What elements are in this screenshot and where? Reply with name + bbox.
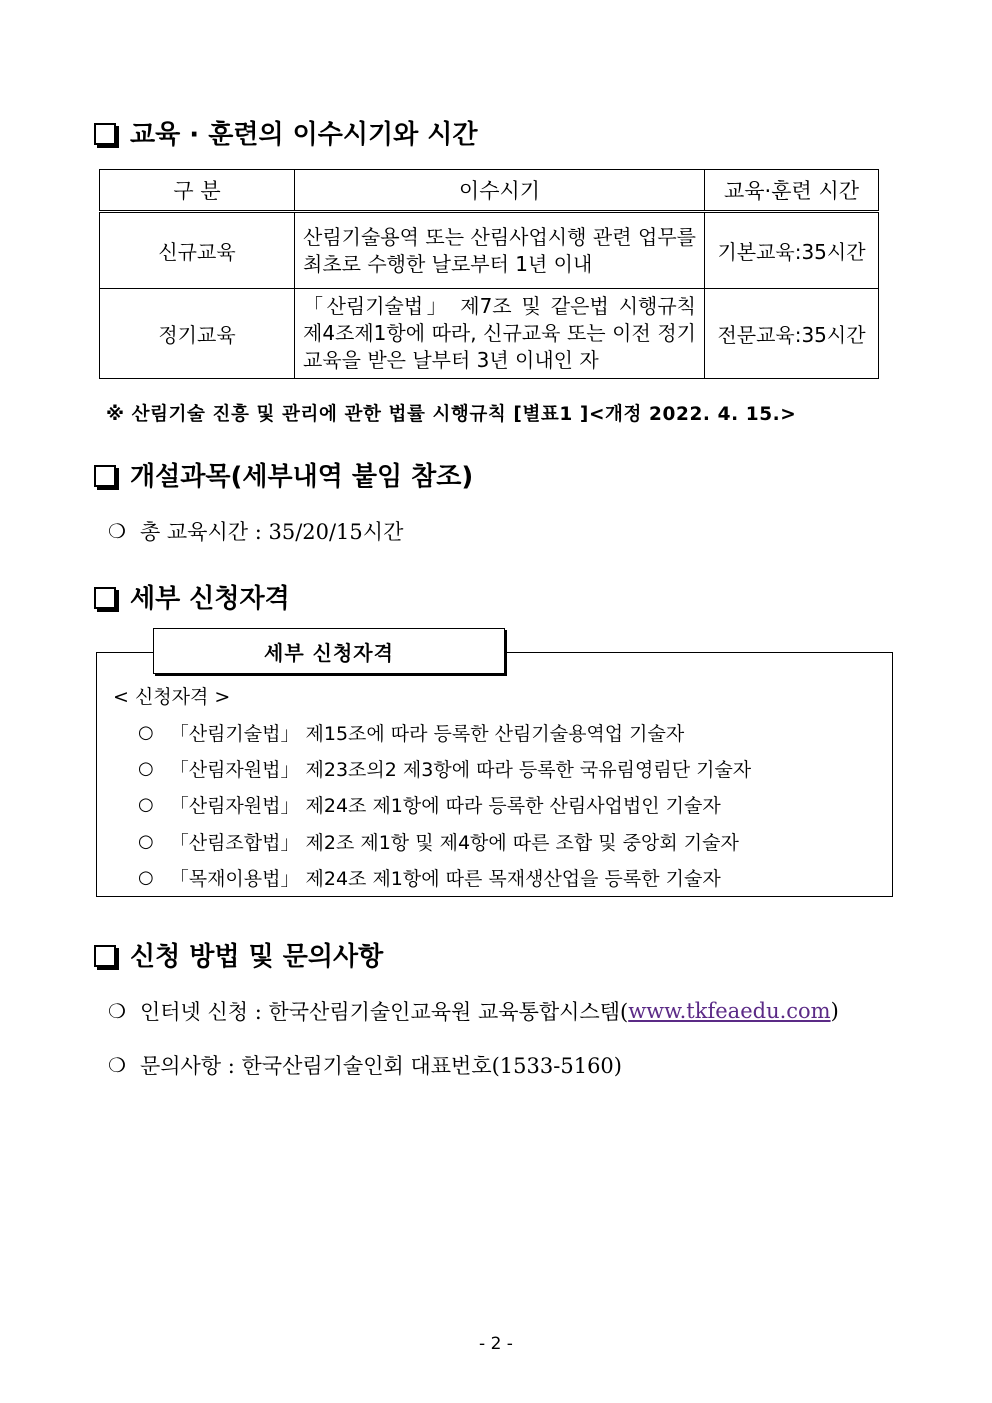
- contact-line: [108, 1050, 622, 1080]
- header-period: 이수시기: [295, 170, 705, 212]
- education-table: [99, 169, 879, 379]
- small-circle-bullet-icon: ○: [138, 794, 154, 815]
- total-hours-text: 총 교육시간 : 35/20/15시간: [139, 520, 404, 544]
- online-apply-suffix: ): [830, 999, 839, 1023]
- table-row: [100, 289, 879, 379]
- qualification-item-text: 「산림자원법」 제23조의2 제3항에 따라 등록한 국유림영림단 기술자: [169, 759, 752, 781]
- cell-hours: 전문교육:35시간: [705, 289, 879, 379]
- checkbox-square-icon: [94, 123, 116, 145]
- list-item: [138, 755, 751, 782]
- checkbox-square-icon: [94, 465, 116, 487]
- checkbox-square-icon: [94, 945, 116, 967]
- qualification-item-text: 「산림기술법」 제15조에 따라 등록한 산림기술용역업 기술자: [169, 723, 685, 745]
- section-title: 신청 방법 및 문의사항: [130, 942, 384, 972]
- header-category: 구 분: [100, 170, 295, 212]
- small-circle-bullet-icon: ○: [138, 758, 154, 779]
- cell-period: 「산림기술법」 제7조 및 같은법 시행규칙 제4조제1항에 따라, 신규교육 또는 이전 정기교육을 받은 날부터 3년 이내인 자: [295, 289, 705, 379]
- table-row: [100, 212, 879, 289]
- education-system-link[interactable]: www.tkfeaedu.com: [628, 999, 831, 1023]
- table-header-row: [100, 170, 879, 212]
- small-circle-bullet-icon: ○: [138, 722, 154, 743]
- contact-text: 문의사항 : 한국산림기술인회 대표번호(1533-5160): [139, 1054, 622, 1078]
- online-apply-prefix: 인터넷 신청 : 한국산림기술인교육원 교육통합시스템(: [139, 1000, 629, 1024]
- section-heading-apply: [94, 936, 383, 973]
- cell-category: 정기교육: [100, 289, 295, 379]
- section-heading-courses: [94, 456, 473, 493]
- list-item: [138, 864, 721, 891]
- section-title: 세부 신청자격: [130, 584, 290, 614]
- small-circle-bullet-icon: ○: [138, 831, 154, 852]
- checkbox-square-icon: [94, 587, 116, 609]
- circle-bullet-icon: ❍: [108, 1053, 126, 1077]
- small-circle-bullet-icon: ○: [138, 867, 154, 888]
- section-title: 개설과목(세부내역 붙임 참조): [130, 462, 474, 492]
- list-item: [138, 791, 721, 818]
- section-heading-qualification: [94, 578, 290, 615]
- cell-hours: 기본교육:35시간: [705, 212, 879, 289]
- list-item: [138, 828, 739, 855]
- header-hours: 교육·훈련 시간: [705, 170, 879, 212]
- qualification-item-text: 「산림자원법」 제24조 제1항에 따라 등록한 산림사업법인 기술자: [169, 795, 721, 817]
- circle-bullet-icon: ❍: [108, 519, 126, 543]
- qualification-label: < 신청자격 >: [113, 686, 231, 708]
- section-title: 교육 · 훈련의 이수시기와 시간: [130, 120, 478, 150]
- section-heading-edu-time: [94, 114, 477, 151]
- qualification-item-text: 「산림조합법」 제2조 제1항 및 제4항에 따른 조합 및 중앙회 기술자: [169, 832, 739, 854]
- circle-bullet-icon: ❍: [108, 999, 126, 1023]
- qualification-item-text: 「목재이용법」 제24조 제1항에 따른 목재생산업을 등록한 기술자: [169, 868, 721, 890]
- page-number: - 2 -: [479, 1334, 513, 1354]
- cell-category: 신규교육: [100, 212, 295, 289]
- law-reference-note: ※ 산림기술 진흥 및 관리에 관한 법률 시행규칙 [별표1 ]<개정 2022. 4. 15.>: [106, 404, 797, 425]
- total-hours-line: [108, 516, 403, 546]
- qualification-box-title: 세부 신청자격: [153, 628, 505, 674]
- list-item: [138, 719, 684, 746]
- online-apply-line: [108, 996, 839, 1026]
- cell-period: 산림기술용역 또는 산림사업시행 관련 업무를 최초로 수행한 날로부터 1년 이내: [295, 212, 705, 289]
